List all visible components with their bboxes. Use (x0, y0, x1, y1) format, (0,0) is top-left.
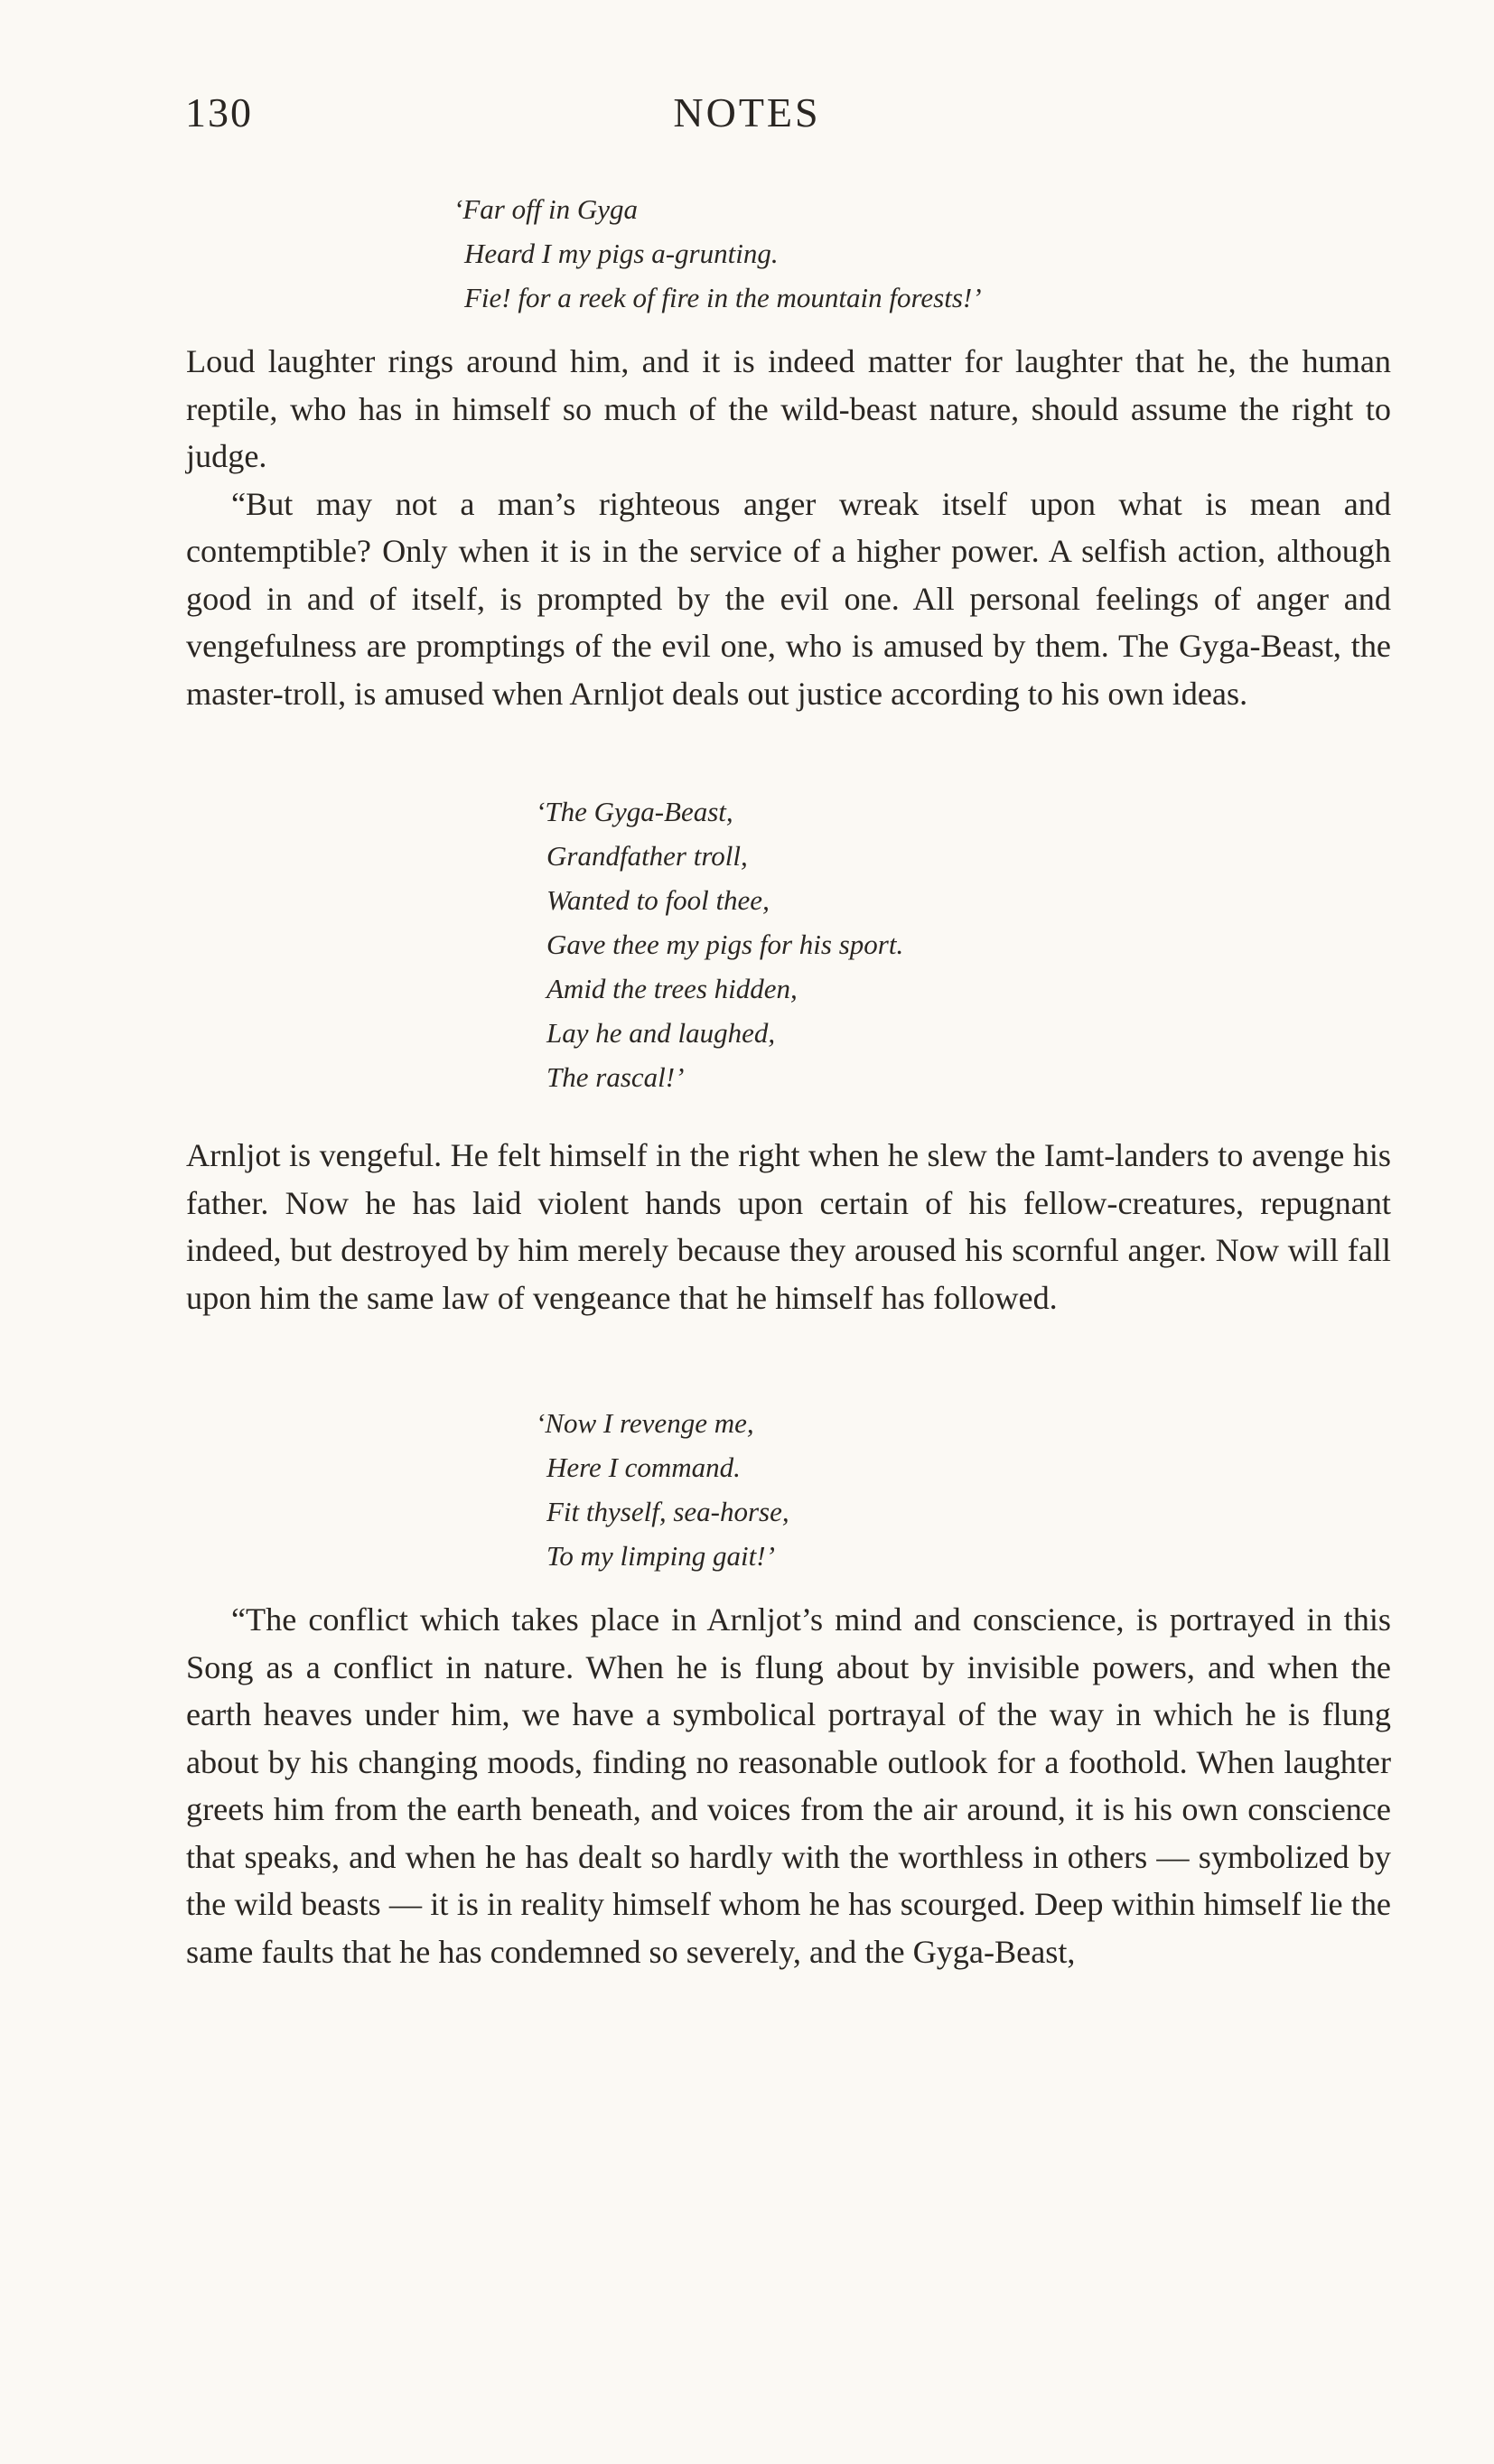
verse-line: Gave thee my pigs for his sport. (546, 929, 904, 960)
running-head: NOTES (673, 89, 821, 135)
verse-line: Amid the trees hidden, (546, 973, 798, 1004)
verse-line: Fie! for a reek of fire in the mountain forests!’ (464, 282, 982, 313)
paragraph: “The conflict which takes place in Arnljot’s mind and conscience, is portrayed in this Song as a conflict in nature. When he is flung about by invisible powers, and when the earth heaves under him, we have a symbolical portrayal of the way in which he is flung about by his changing moods, finding no reasonable outlook for a foothold. When laughter greets him from the earth beneath, and voices from the air around, it is his own conscience that speaks, and when he has dealt so hardly with the worthless in others — symbolized by the wild beasts — it is in reality himself whom he has scourged. Deep within himself lie the same faults that he has condemned so severely, and the Gyga-Beast, (186, 1601, 1391, 1970)
prose-block-vengeful (186, 1132, 1391, 1321)
page-number: 130 (185, 89, 253, 135)
verse-quote-revenge (536, 1401, 789, 1578)
verse-line: ‘Now I revenge me, (536, 1407, 754, 1439)
verse-line: Wanted to fool thee, (546, 884, 770, 916)
verse-line: To my limping gait!’ (546, 1540, 775, 1572)
verse-line: ‘Far off in Gyga (453, 193, 639, 225)
verse-line: The rascal!’ (546, 1061, 685, 1093)
paragraph: Arnljot is vengeful. He felt himself in the right when he slew the Iamt-landers to avenge his father. Now he has laid violent hands upon certain of his fellow-creatures, repugnant indeed, but destroyed by him merely because they aroused his scornful anger. Now will fall upon him the same law of vengeance that he himself has followed. (186, 1137, 1391, 1316)
paragraph: “But may not a man’s righteous anger wreak itself upon what is mean and contemptible? Only when it is in the service of a higher power. A selfish action, although good in and of itself, is prompted by the evil one. All personal feelings of anger and vengefulness are promptings of the evil one, who is amused by them. The Gyga-Beast, the master-troll, is amused when Arnljot deals out justice according to his own ideas. (186, 485, 1391, 712)
verse-line: Grandfather troll, (546, 840, 748, 872)
verse-line: ‘The Gyga-Beast, (536, 796, 733, 827)
verse-line: Here I command. (546, 1451, 741, 1483)
verse-line: Lay he and laughed, (546, 1017, 776, 1049)
verse-line: Fit thyself, sea-horse, (546, 1496, 789, 1527)
verse-quote-gyga-beast (536, 789, 904, 1099)
paragraph: Loud laughter rings around him, and it is indeed matter for laughter that he, the human reptile, who has in himself so much of the wild-beast nature, should assume the right to judge. (186, 343, 1391, 474)
prose-block-laughter (186, 338, 1391, 717)
verse-quote-gyga-pigs (453, 187, 982, 320)
prose-block-conflict (186, 1596, 1391, 1975)
verse-line: Heard I my pigs a-grunting. (464, 238, 779, 269)
